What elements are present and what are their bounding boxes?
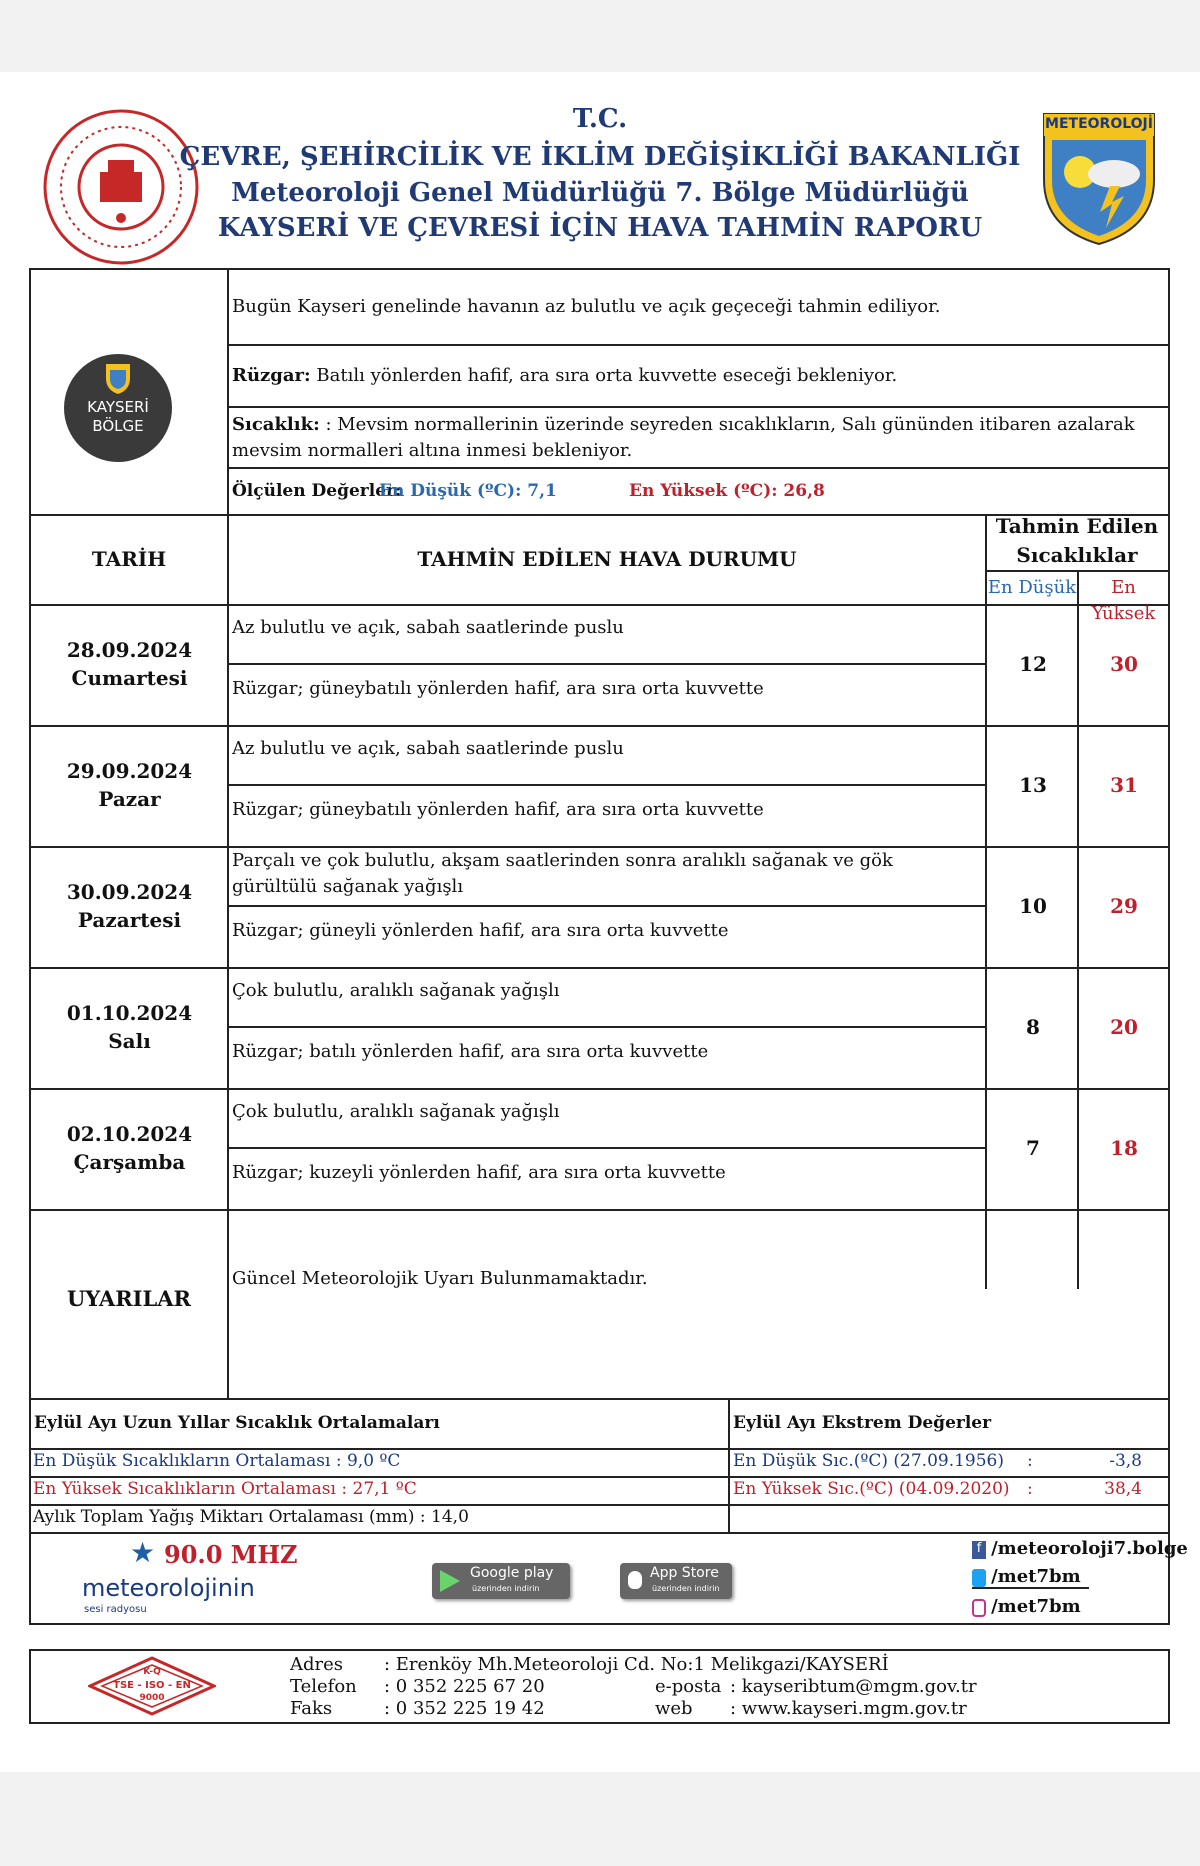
header-directorate: Meteoroloji Genel Müdürlüğü 7. Bölge Müdürlüğü bbox=[231, 178, 969, 208]
apple-icon bbox=[628, 1571, 642, 1589]
ext-min-value: -3,8 bbox=[1109, 1451, 1142, 1471]
row-date: 01.10.2024 bbox=[66, 1001, 193, 1025]
facebook-handle: /meteoroloji7.bolge bbox=[991, 1538, 1188, 1559]
row-max-temp: 18 bbox=[1110, 1136, 1138, 1160]
cert-line1: K-Q bbox=[143, 1667, 161, 1677]
row-date: 02.10.2024 bbox=[66, 1122, 193, 1146]
summary-general: Bugün Kayseri genelinde havanın az bulutlu ve açık geçeceği tahmin ediliyor. bbox=[232, 296, 941, 317]
row-min-temp: 12 bbox=[1019, 652, 1047, 676]
measured-label: Ölçülen Değerler: bbox=[232, 481, 402, 501]
web-label: web bbox=[655, 1698, 693, 1719]
summary-temp bbox=[232, 412, 1152, 464]
fax-label: Faks bbox=[290, 1698, 333, 1719]
summary-wind-label: Rüzgar: bbox=[232, 365, 311, 386]
cert-line3: 9000 bbox=[139, 1693, 165, 1703]
climate-right-title: Eylül Ayı Ekstrem Değerler bbox=[733, 1413, 992, 1433]
warnings-text: Güncel Meteorolojik Uyarı Bulunmamaktadır. bbox=[232, 1268, 648, 1289]
row-date: 29.09.2024 bbox=[66, 759, 193, 783]
web-value[interactable]: : www.kayseri.mgm.gov.tr bbox=[730, 1698, 967, 1719]
radio-frequency: 90.0 MHZ bbox=[164, 1540, 298, 1569]
meteoroloji-logo bbox=[1040, 110, 1158, 248]
meteoroloji-logo-text: METEOROLOJİ bbox=[1045, 116, 1153, 132]
row-date: 28.09.2024 bbox=[66, 638, 193, 662]
facebook-link[interactable] bbox=[972, 1538, 1188, 1559]
measured-max: En Yüksek (ºC): 26,8 bbox=[629, 481, 825, 501]
row-min-temp: 8 bbox=[1026, 1015, 1040, 1039]
badge-line1: KAYSERİ bbox=[87, 398, 149, 416]
col-min-header: En Düşük bbox=[987, 577, 1077, 598]
instagram-icon bbox=[972, 1599, 986, 1617]
col-temps-header: Tahmin Edilen Sıcaklıklar bbox=[995, 514, 1159, 567]
report-sheet bbox=[0, 72, 1200, 1772]
avg-max: En Yüksek Sıcaklıkların Ortalaması : 27,1 ºC bbox=[33, 1479, 417, 1499]
summary-wind-text: Batılı yönlerden hafif, ara sıra orta kuvvette eseceği bekleniyor. bbox=[316, 365, 898, 386]
radio-logo bbox=[78, 1536, 298, 1620]
row-max-temp: 29 bbox=[1110, 894, 1138, 918]
address-value: : Erenköy Mh.Meteoroloji Cd. No:1 Melikgazi/KAYSERİ bbox=[384, 1654, 889, 1675]
address-label: Adres bbox=[290, 1654, 344, 1675]
ext-max-colon: : bbox=[1027, 1479, 1033, 1499]
row-weather: Az bulutlu ve açık, sabah saatlerinde puslu bbox=[232, 738, 624, 759]
ext-min-label: En Düşük Sıc.(ºC) (27.09.1956) bbox=[733, 1451, 1004, 1471]
summary-temp-text: : Mevsim normallerinin üzerinde seyreden sıcaklıkların, Salı gününden itibaren azalarak mevsim normalleri altına inmesi bekleniyor. bbox=[232, 414, 1135, 461]
phone-label: Telefon bbox=[290, 1676, 357, 1697]
row-weather: Çok bulutlu, aralıklı sağanak yağışlı bbox=[232, 980, 560, 1001]
app-store-sub: üzerinden indirin bbox=[652, 1584, 720, 1593]
row-divider bbox=[29, 1088, 1170, 1090]
email-label: e-posta bbox=[655, 1676, 722, 1697]
row-max-temp: 20 bbox=[1110, 1015, 1138, 1039]
avg-min: En Düşük Sıcaklıkların Ortalaması : 9,0 ºC bbox=[33, 1451, 401, 1471]
row-max-temp: 31 bbox=[1110, 773, 1138, 797]
ext-max-value: 38,4 bbox=[1104, 1479, 1142, 1499]
row-inner-divider bbox=[227, 1147, 985, 1149]
row-weather: Çok bulutlu, aralıklı sağanak yağışlı bbox=[232, 1101, 560, 1122]
play-icon bbox=[440, 1570, 460, 1592]
instagram-link[interactable] bbox=[972, 1596, 1081, 1617]
row-inner-divider bbox=[227, 663, 985, 665]
row-divider bbox=[29, 1209, 1170, 1211]
row-inner-divider bbox=[227, 784, 985, 786]
warnings-label: UYARILAR bbox=[66, 1286, 192, 1311]
radio-name: meteorolojinin bbox=[82, 1574, 255, 1602]
row-max-temp: 30 bbox=[1110, 652, 1138, 676]
facebook-icon: f bbox=[972, 1541, 986, 1559]
header-tc: T.C. bbox=[572, 104, 628, 134]
row-wind: Rüzgar; batılı yönlerden hafif, ara sıra orta kuvvette bbox=[232, 1041, 709, 1062]
summary-wind bbox=[232, 363, 1162, 389]
row-day: Salı bbox=[108, 1029, 151, 1053]
app-store-label: App Store bbox=[650, 1565, 719, 1581]
radio-sub: sesi radyosu bbox=[84, 1604, 147, 1615]
row-divider bbox=[29, 967, 1170, 969]
avg-rain: Aylık Toplam Yağış Miktarı Ortalaması (mm) : 14,0 bbox=[33, 1507, 469, 1527]
row-wind: Rüzgar; kuzeyli yönlerden hafif, ara sıra orta kuvvette bbox=[232, 1162, 726, 1183]
google-play-sub: üzerinden indirin bbox=[472, 1584, 540, 1593]
row-min-temp: 7 bbox=[1026, 1136, 1040, 1160]
climate-left-title: Eylül Ayı Uzun Yıllar Sıcaklık Ortalamaları bbox=[34, 1413, 440, 1433]
row-day: Cumartesi bbox=[71, 666, 188, 690]
badge-line2: BÖLGE bbox=[92, 417, 144, 435]
email-value[interactable]: : kayseribtum@mgm.gov.tr bbox=[730, 1676, 977, 1697]
certification-logo bbox=[88, 1656, 216, 1716]
ext-min-colon: : bbox=[1027, 1451, 1033, 1471]
row-day: Pazartesi bbox=[77, 908, 182, 932]
row-inner-divider bbox=[227, 905, 985, 907]
row-weather: Az bulutlu ve açık, sabah saatlerinde puslu bbox=[232, 617, 624, 638]
row-min-temp: 13 bbox=[1019, 773, 1047, 797]
measured-min: En Düşük (ºC): 7,1 bbox=[379, 481, 557, 501]
fax-value: : 0 352 225 19 42 bbox=[384, 1698, 545, 1719]
summary-temp-label: Sıcaklık: bbox=[232, 414, 320, 435]
row-min-temp: 10 bbox=[1019, 894, 1047, 918]
row-inner-divider bbox=[227, 1026, 985, 1028]
col-max-header: En Yüksek bbox=[1091, 577, 1156, 624]
row-wind: Rüzgar; güneybatılı yönlerden hafif, ara sıra orta kuvvette bbox=[232, 678, 764, 699]
col-date-header: TARİH bbox=[91, 547, 167, 571]
twitter-handle: /met7bm bbox=[991, 1566, 1081, 1587]
kayseri-badge bbox=[64, 354, 172, 462]
ext-max-label: En Yüksek Sıc.(ºC) (04.09.2020) bbox=[733, 1479, 1010, 1499]
twitter-icon bbox=[972, 1569, 986, 1587]
app-store-button[interactable] bbox=[620, 1563, 732, 1599]
row-day: Çarşamba bbox=[73, 1150, 186, 1174]
cert-line2: TSE - ISO - EN bbox=[113, 1680, 191, 1691]
twitter-link[interactable] bbox=[972, 1566, 1089, 1589]
star-icon: ★ bbox=[130, 1536, 156, 1569]
row-day: Pazar bbox=[98, 787, 161, 811]
row-date: 30.09.2024 bbox=[66, 880, 193, 904]
google-play-label: Google play bbox=[470, 1565, 554, 1581]
phone-value: : 0 352 225 67 20 bbox=[384, 1676, 545, 1697]
row-wind: Rüzgar; güneyli yönlerden hafif, ara sıra orta kuvvette bbox=[232, 920, 729, 941]
header-ministry: ÇEVRE, ŞEHİRCİLİK VE İKLİM DEĞİŞİKLİĞİ BAKANLIĞI bbox=[179, 142, 1021, 172]
col-forecast-header: TAHMİN EDİLEN HAVA DURUMU bbox=[417, 547, 797, 571]
header-report-title: KAYSERİ VE ÇEVRESİ İÇİN HAVA TAHMİN RAPORU bbox=[217, 213, 983, 243]
row-weather: Parçalı ve çok bulutlu, akşam saatlerinden sonra aralıklı sağanak ve gök gürültülü sağanak yağışlı bbox=[232, 850, 893, 897]
row-divider bbox=[29, 725, 1170, 727]
google-play-button[interactable] bbox=[432, 1563, 570, 1599]
row-wind: Rüzgar; güneybatılı yönlerden hafif, ara sıra orta kuvvette bbox=[232, 799, 764, 820]
instagram-handle: /met7bm bbox=[991, 1596, 1081, 1617]
